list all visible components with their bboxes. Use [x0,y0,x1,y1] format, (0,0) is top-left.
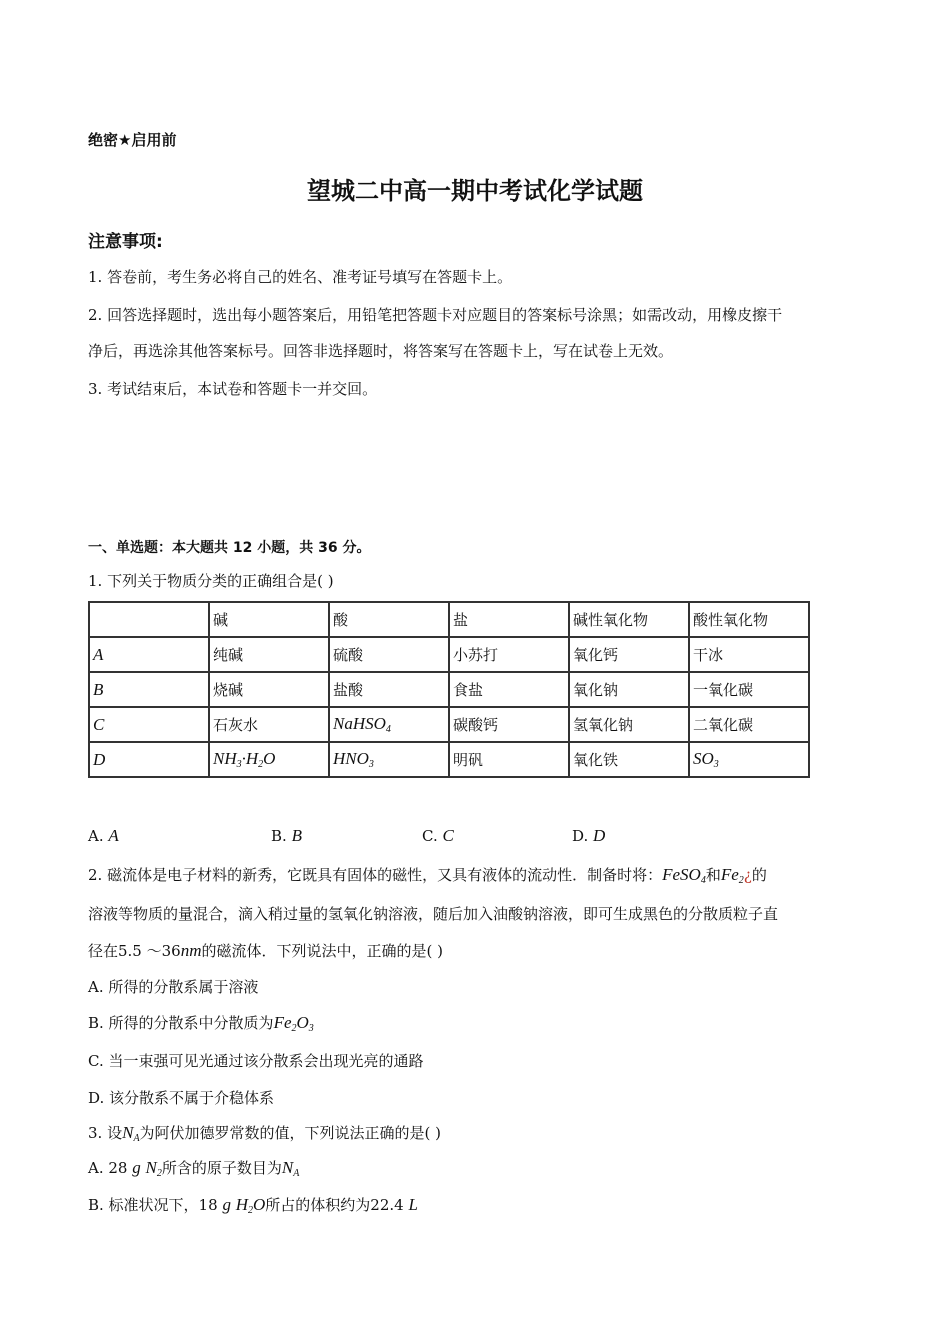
q3-post: 为阿伏加德罗常数的值，下列说法正确的是( ) [139,1124,442,1142]
table-cell: 纯碱 [209,637,329,672]
table-header-cell [89,602,209,637]
table-cell: 二氧化碳 [689,707,809,742]
q2-stem3a: 径在5.5 ～36 [88,942,181,960]
q1-option-b [271,826,302,846]
option-key: B. [271,827,287,845]
q2-tail: 的 [751,866,767,884]
table-header-row [89,602,809,637]
formula: $N_A$ [122,1123,140,1144]
q2-and: 和 [705,866,721,884]
table-header-cell: 碱 [209,602,329,637]
q3-stem [88,1122,441,1144]
section-title: 一、单选题：本大题共 12 小题，共 36 分。 [88,540,371,556]
formula-cell: NaHSO$_4$ [329,707,449,742]
unit: L [408,1195,418,1214]
option-value: C [442,826,454,845]
q2-stem-line2: 溶液等物质的量混合，滴入稍过量的氢氧化钠溶液，随后加入油酸钠溶液，即可生成黑色的分散质粒子直 [88,905,779,923]
q2-option-d: D. 该分散系不属于介稳体系 [88,1089,275,1107]
formula: $N_2$ [145,1158,162,1179]
q3-optA-mid: 所含的原子数目为 [161,1159,282,1177]
table-cell: 盐酸 [329,672,449,707]
table-cell: 氧化钙 [569,637,689,672]
table-cell: 明矾 [449,742,569,777]
q2-option-b [88,1012,314,1034]
table-row [89,672,809,707]
q2-option-a: A. 所得的分散系属于溶液 [88,978,259,996]
table-cell: 碳酸钙 [449,707,569,742]
q2-optB-text: B. 所得的分散系中分散质为 [88,1014,274,1032]
row-label: C [89,707,209,742]
q2-stem-line1 [88,864,767,886]
formula-cell: $HNO_3$ [329,742,449,777]
table-cell: 干冰 [689,637,809,672]
page-title: 望城二中高一期中考试化学试题 [307,176,643,205]
notice-item-2a: 2. 回答选择题时，选出每小题答案后，用铅笔把答题卡对应题目的答案标号涂黑；如需改动，用橡皮擦干 [88,306,783,324]
classification-table [88,601,810,778]
formula-cell: $SO_3$ [689,742,809,777]
formula: FeSO$_4$ [662,865,706,886]
unit: g [132,1158,141,1177]
secret-label: 绝密★启用前 [88,131,177,149]
formula: $Fe_2O_3$ [273,1013,314,1034]
q2-stem-text: 2. 磁流体是电子材料的新秀，它既具有固体的磁性，又具有液体的流动性．制备时将： [88,866,663,884]
table-header-cell: 碱性氧化物 [569,602,689,637]
notice-item-3: 3. 考试结束后，本试卷和答题卡一并交回。 [88,380,378,398]
q3-option-a [88,1157,299,1179]
table-row [89,637,809,672]
q1-stem: 1. 下列关于物质分类的正确组合是( ) [88,572,334,590]
notice-item-1: 1. 答卷前，考生务必将自己的姓名、准考证号填写在答题卡上。 [88,268,513,286]
q1-option-a [88,826,119,846]
row-label: A [89,637,209,672]
table-cell: 氢氧化钠 [569,707,689,742]
table-cell: 石灰水 [209,707,329,742]
row-label: D [89,742,209,777]
table-cell: 小苏打 [449,637,569,672]
option-value: D [593,826,606,845]
q3-optA-pre: A. 28 [88,1159,128,1177]
table-header-cell: 酸性氧化物 [689,602,809,637]
table-row [89,707,809,742]
option-key: C. [422,827,438,845]
q2-stem-line3 [88,940,443,961]
notice-item-2b: 净后，再选涂其他答案标号。回答非选择题时，将答案写在答题卡上，写在试卷上无效。 [88,342,674,360]
table-cell: 烧碱 [209,672,329,707]
formula: $N_A$ [281,1158,300,1179]
q2-stem3b: 的磁流体．下列说法中，正确的是( ) [201,942,443,960]
q3-option-b [88,1194,418,1216]
option-value: A [108,826,119,845]
table-header-cell: 盐 [449,602,569,637]
table-cell: 一氧化碳 [689,672,809,707]
table-cell: 硫酸 [329,637,449,672]
q3-pre: 3. 设 [88,1124,123,1142]
q2-option-c: C. 当一束强可见光通过该分散系会出现光亮的通路 [88,1052,424,1070]
option-value: B [291,826,302,845]
formula-cell: $NH_3\cdot H_2O$ [209,742,329,777]
table-row [89,742,809,777]
option-key: D. [572,827,589,845]
row-label: B [89,672,209,707]
option-key: A. [88,827,104,845]
unit: g [222,1195,231,1214]
table-cell: 食盐 [449,672,569,707]
unit: nm [180,941,202,960]
table-header-cell: 酸 [329,602,449,637]
notice-title: 注意事项: [88,232,163,252]
unknown-glyph: ¿ [743,866,752,884]
table-cell: 氧化钠 [569,672,689,707]
q3-optB-mid: 所占的体积约为22.4 [265,1196,404,1214]
q3-optB-pre: B. 标准状况下，18 [88,1196,218,1214]
q1-option-d [572,826,605,846]
formula: $Fe_2$ [720,865,744,886]
q1-option-c [422,826,454,846]
table-cell: 氧化铁 [569,742,689,777]
formula: $H_2O$ [235,1195,266,1216]
